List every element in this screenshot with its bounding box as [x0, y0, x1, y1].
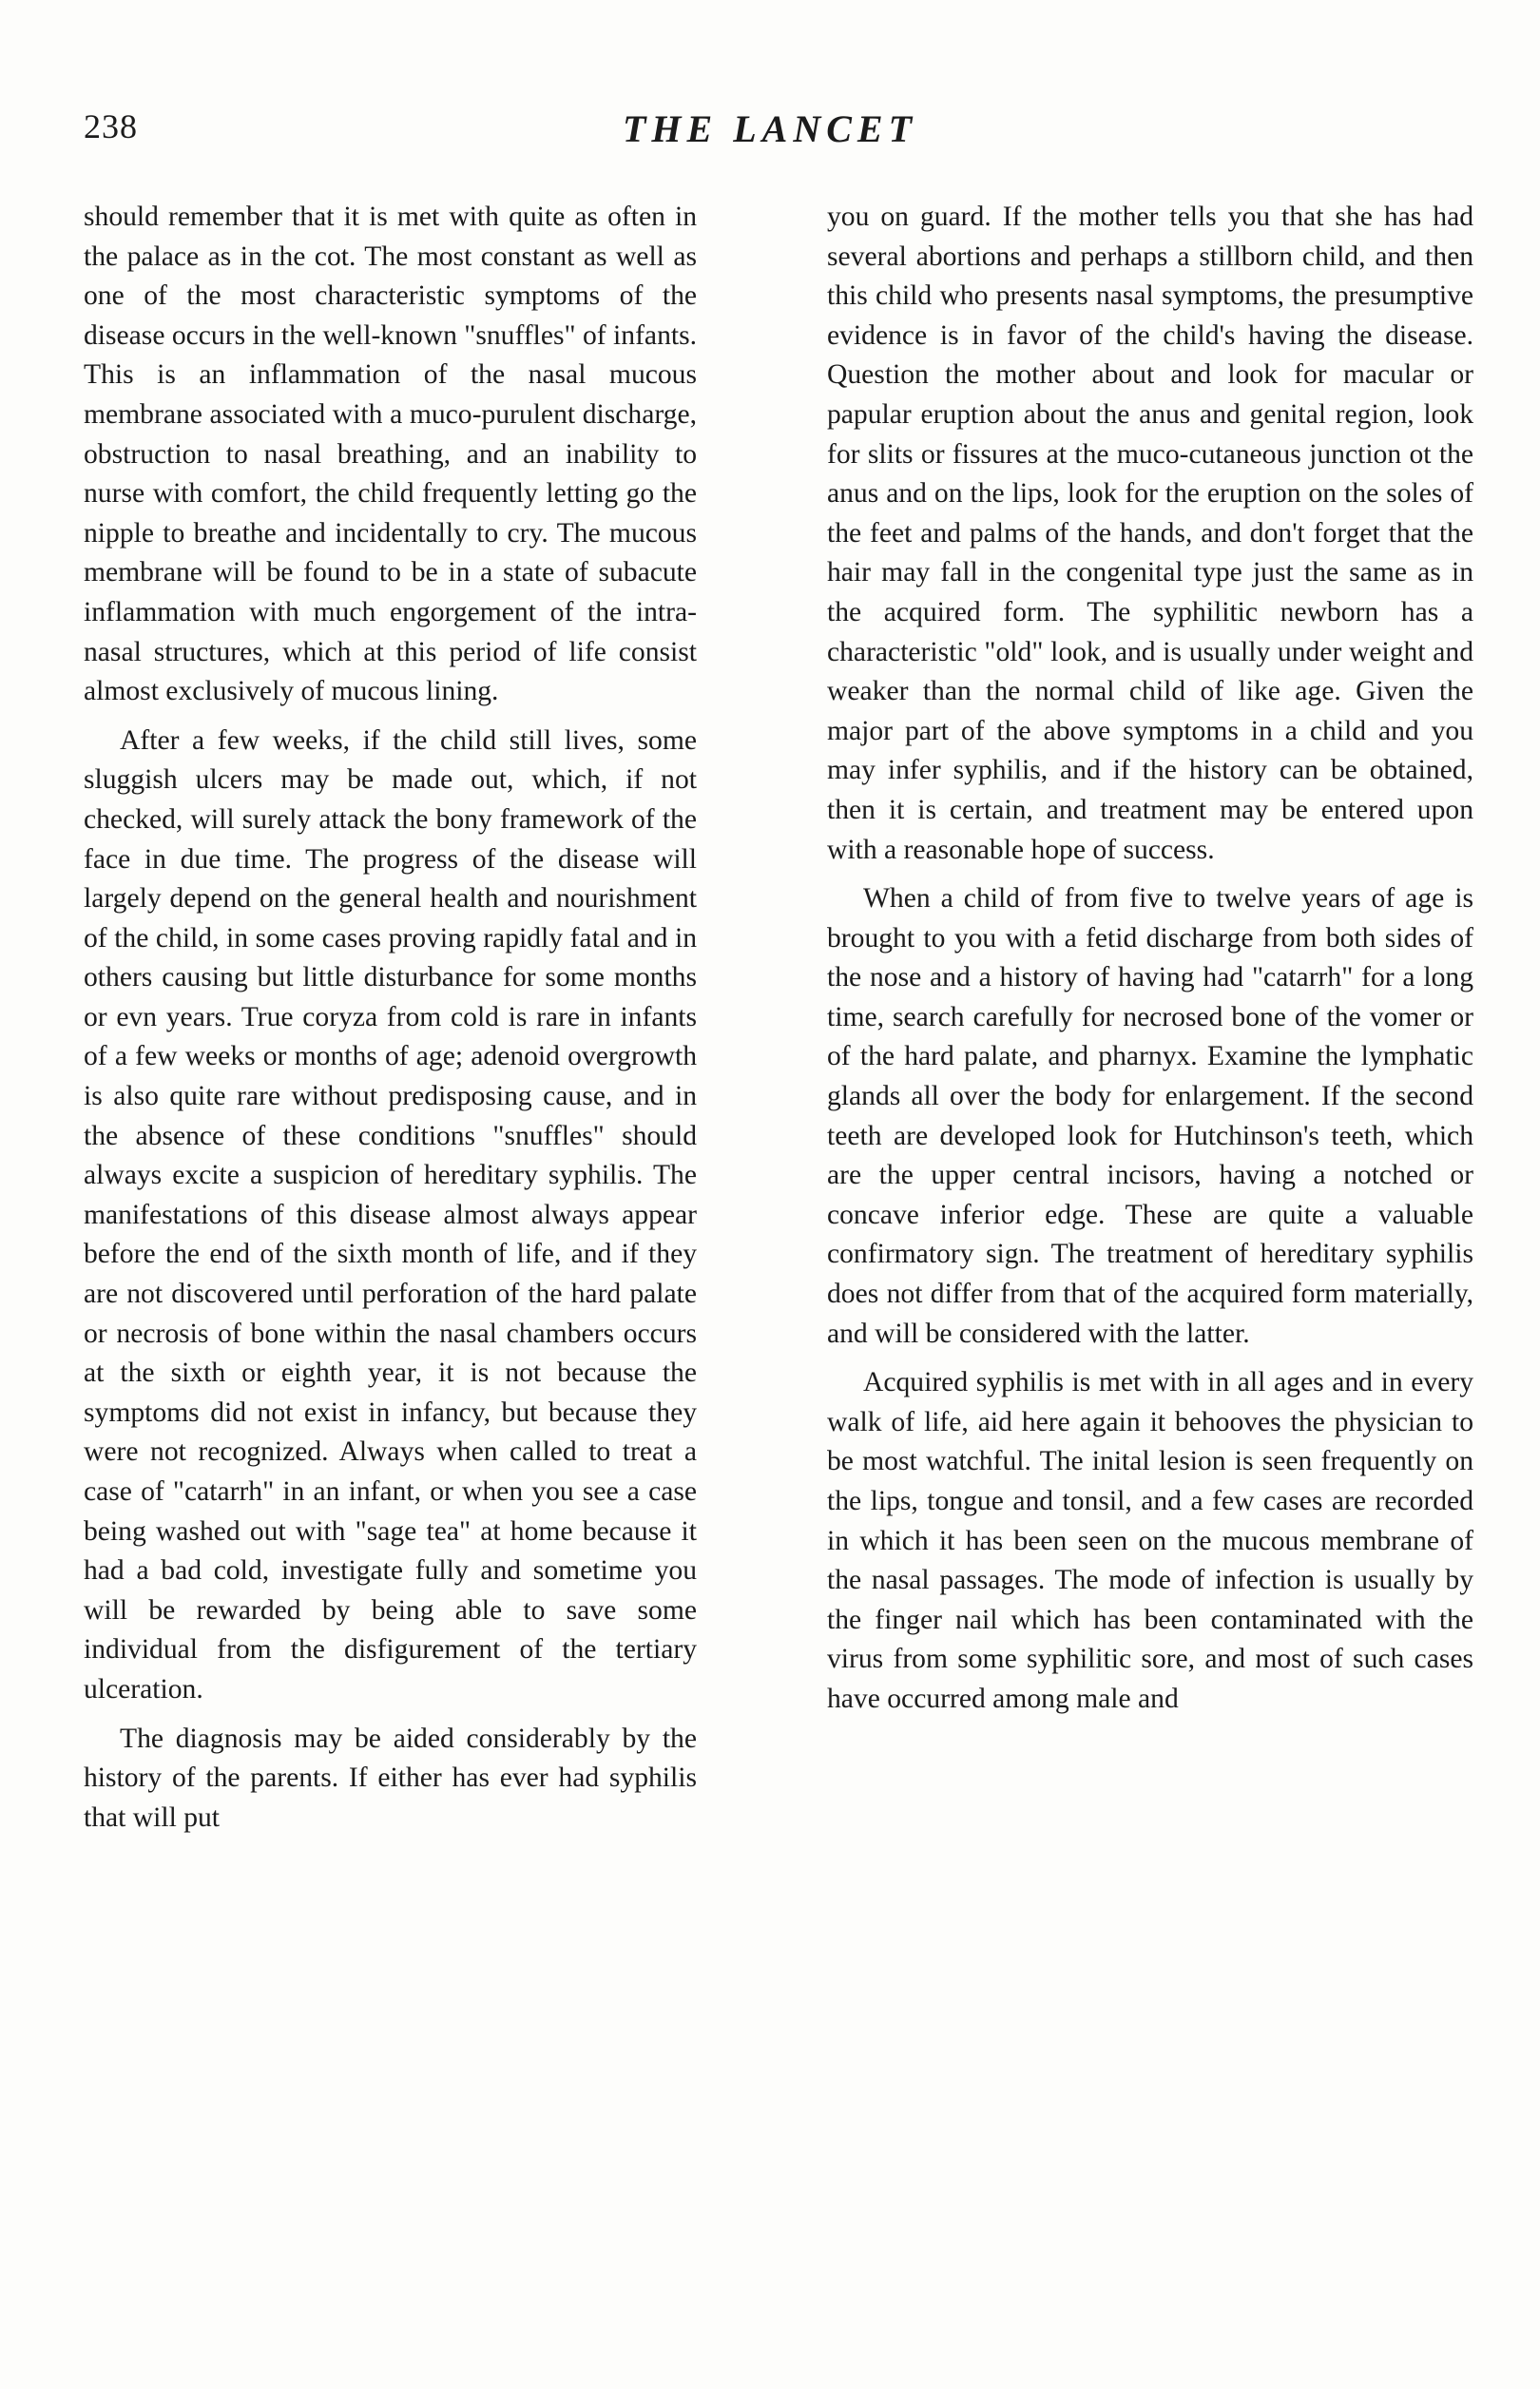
right-paragraph-3: Acquired syphilis is met with in all ages and in every walk of life, aid here again it behooves the physician to be most watchful. The inital lesion is seen frequently on the lips, tongue and tonsil, and a few cases are recorded in which it has been seen on the mucous membrane of the nasal passages. The mode of infection is usually by the finger nail which has been contaminated with the virus from some syphilitic sore, and most of such cases have occurred among male and [827, 1367, 1473, 1714]
right-column [827, 198, 1473, 1729]
right-paragraph-2: When a child of from five to twelve years of age is brought to you with a fetid discharge from both sides of the nose and a history of having had "catarrh" for a long time, search carefully for necrosed bone of the vomer or of the hard palate, and pharnyx. Examine the lymphatic glands all over the body for enlargement. If the second teeth are developed look for Hutchinson's teeth, which are the upper central incisors, having a notched or concave inferior edge. These are quite a valuable confirmatory sign. The treatment of hereditary syphilis does not differ from that of the acquired form materially, and will be considered with the latter. [827, 883, 1473, 1349]
left-column [84, 198, 697, 1847]
page-header [84, 106, 1456, 164]
left-paragraph-1: should remember that it is met with quite as often in the palace as in the cot. The most constant as well as one of the most characteristic symptoms of the disease occurs in the well-known "snuffles" of infants. This is an inflammation of the nasal mucous membrane associated with a muco-purulent discharge, obstruction to nasal breathing, and an inability to nurse with comfort, the child frequently letting go the nipple to breathe and incidentally to cry. The mucous membrane will be found to be in a state of subacute inflammation with much engorgement of the intra-nasal structures, which at this period of life consist almost exclusively of mucous lining. [84, 202, 697, 707]
journal-title: THE LANCET [622, 107, 918, 150]
left-paragraph-2: After a few weeks, if the child still lives, some sluggish ulcers may be made out, which, if not checked, will surely attack the bony framework of the face in due time. The progress of the disease will largely depend on the general health and nourishment of the child, in some cases proving rapidly fatal and in others causing but little disturbance for some months or evn years. True coryza from cold is rare in infants of a few weeks or months of age; adenoid overgrowth is also quite rare without predisposing cause, and in the absence of these conditions "snuffles" should always excite a suspicion of hereditary syphilis. The manifestations of this disease almost always appear before the end of the sixth month of life, and if they are not discovered until perforation of the hard palate or necrosis of bone within the nasal chambers occurs at the sixth or eighth year, it is not because the symptoms did not exist in infancy, but because they were not recognized. Always when called to treat a case of "catarrh" in an infant, or when you see a case being washed out with "sage tea" at home because it had a bad cold, investigate fully and sometime you will be rewarded by being able to save some individual from the disfigurement of the tertiary ulceration. [84, 724, 697, 1705]
right-paragraph-1: you on guard. If the mother tells you that she has had several abortions and perhaps a stillborn child, and then this child who presents nasal symptoms, the presumptive evidence is in favor of the child's having the disease. Question the mother about and look for macular or papular eruption about the anus and genital region, look for slits or fissures at the muco-cutaneous junction ot the anus and on the lips, look for the eruption on the soles of the feet and palms of the hands, and don't forget that the hair may fall in the congenital type just the same as in the acquired form. The syphilitic newborn has a characteristic "old" look, and is usually under weight and weaker than the normal child of like age. Given the major part of the above symptoms in a child and you may infer syphilis, and if the history can be obtained, then it is certain, and treatment may be entered upon with a reasonable hope of success. [827, 202, 1473, 865]
page-number: 238 [84, 107, 138, 145]
left-paragraph-3: The diagnosis may be aided considerably by the history of the parents. If either has ever had syphilis that will put [84, 1723, 697, 1833]
